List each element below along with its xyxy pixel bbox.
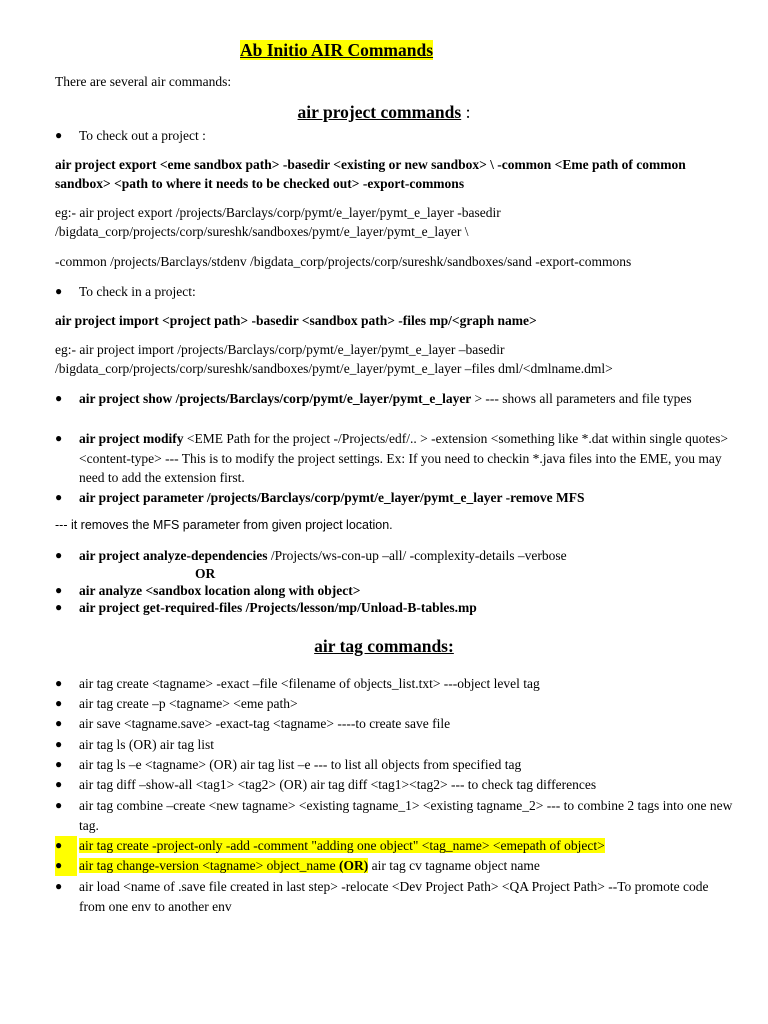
bullet-icon: ● — [55, 737, 63, 751]
bullet-icon: ● — [55, 548, 63, 562]
bullet-icon: ● — [55, 128, 63, 142]
import-command: air project import <project path> -basedir <sandbox path> -files mp/<graph name> — [55, 313, 537, 328]
section-heading-tag: air tag commands: — [314, 636, 454, 656]
bullet-icon: ● — [55, 879, 63, 893]
list-item-parameter: ● air project parameter /projects/Barclays/corp/pymt/e_layer/pymt_e_layer -remove MFS — [55, 488, 738, 508]
tag-item-highlighted: ● air tag change-version <tagname> object_name (OR) air tag cv tagname object name — [55, 856, 738, 876]
tag-item: ● air tag combine –create <new tagname> <existing tagname_1> <existing tagname_2> --- to combine 2 tags into one new tag. — [55, 798, 733, 833]
mfs-note: --- it removes the MFS parameter from given project location. — [55, 518, 393, 532]
tag-item: ● air load <name of .save file created in last step> -relocate <Dev Project Path> <QA Project Path> --To promote code from one env to another env — [55, 879, 709, 914]
tag-item: ● air tag create –p <tagname> <eme path> — [55, 694, 738, 714]
bullet-icon: ● — [55, 431, 63, 445]
list-item-show: ● air project show /projects/Barclays/corp/pymt/e_layer/pymt_e_layer > --- shows all parameters and file types — [55, 389, 738, 409]
section-heading-project: air project commands : — [297, 102, 471, 122]
tag-item: ● air tag create <tagname> -exact –file <filename of objects_list.txt> ---object level tag — [55, 674, 738, 694]
tag-item-highlighted: ● air tag create -project-only -add -comment "adding one object" <tag_name> <emepath of object> — [55, 836, 738, 856]
bullet-icon: ● — [55, 716, 63, 730]
export-example-cont: -common /projects/Barclays/stdenv /bigdata_corp/projects/corp/sureshk/sandboxes/sand -export-commons — [55, 254, 632, 269]
tag-item: ● air tag ls –e <tagname> (OR) air tag list –e --- to list all objects from specified tag — [55, 755, 738, 775]
export-example: eg:- air project export /projects/Barclays/corp/pymt/e_layer/pymt_e_layer -basedir /bigdata_corp/projects/corp/sureshk/sandboxes/pymt/e_layer/pymt_e_layer \ — [55, 205, 501, 239]
list-item-analyze2: ● air analyze <sandbox location along with object> — [55, 581, 738, 601]
bullet-icon: ● — [55, 676, 63, 690]
list-item-analyze: ● air project analyze-dependencies /Projects/ws-con-up –all/ -complexity-details –verbose — [55, 546, 738, 566]
bullet-icon: ● — [55, 600, 63, 614]
bullet-icon: ● — [55, 757, 63, 771]
bullet-icon: ● — [55, 836, 77, 856]
page-title: Ab Initio AIR Commands — [240, 40, 434, 60]
list-item-modify: ● air project modify <EME Path for the project -/Projects/edf/.. > -extension <something like *.dat within single quotes><content-type> --- This is to modify the project settings. Ex: If you need to checkin *.java files into the EME, you may need to add the extension first. — [55, 431, 728, 485]
tag-item: ● air tag diff –show-all <tag1> <tag2> (OR) air tag diff <tag1><tag2> --- to check tag differences — [55, 775, 738, 795]
export-command: air project export <eme sandbox path> -basedir <existing or new sandbox> \ -common <Eme path of common sandbox> <path to where it needs to be checked out> -export-commons — [55, 157, 686, 191]
tag-item: ● air save <tagname.save> -exact-tag <tagname> ----to create save file — [55, 714, 738, 734]
bullet-icon: ● — [55, 777, 63, 791]
list-item-checkout: ● To check out a project : — [55, 126, 738, 146]
list-item-getfiles: ● air project get-required-files /Projects/lesson/mp/Unload-B-tables.mp — [55, 598, 738, 618]
list-item-checkin: ● To check in a project: — [55, 282, 738, 302]
bullet-icon: ● — [55, 583, 63, 597]
bullet-icon: ● — [55, 798, 63, 812]
bullet-icon: ● — [55, 490, 63, 504]
bullet-icon: ● — [55, 856, 77, 876]
import-example: eg:- air project import /projects/Barclays/corp/pymt/e_layer/pymt_e_layer –basedir /bigdata_corp/projects/corp/sureshk/sandboxes/pymt/e_layer/pymt_e_layer –files dml/<dmlname.dml> — [55, 342, 613, 376]
intro-text: There are several air commands: — [55, 74, 232, 89]
bullet-icon: ● — [55, 284, 63, 298]
bullet-icon: ● — [55, 696, 63, 710]
bullet-icon: ● — [55, 391, 63, 405]
tag-item: ● air tag ls (OR) air tag list — [55, 735, 738, 755]
or-label: OR — [195, 566, 216, 581]
